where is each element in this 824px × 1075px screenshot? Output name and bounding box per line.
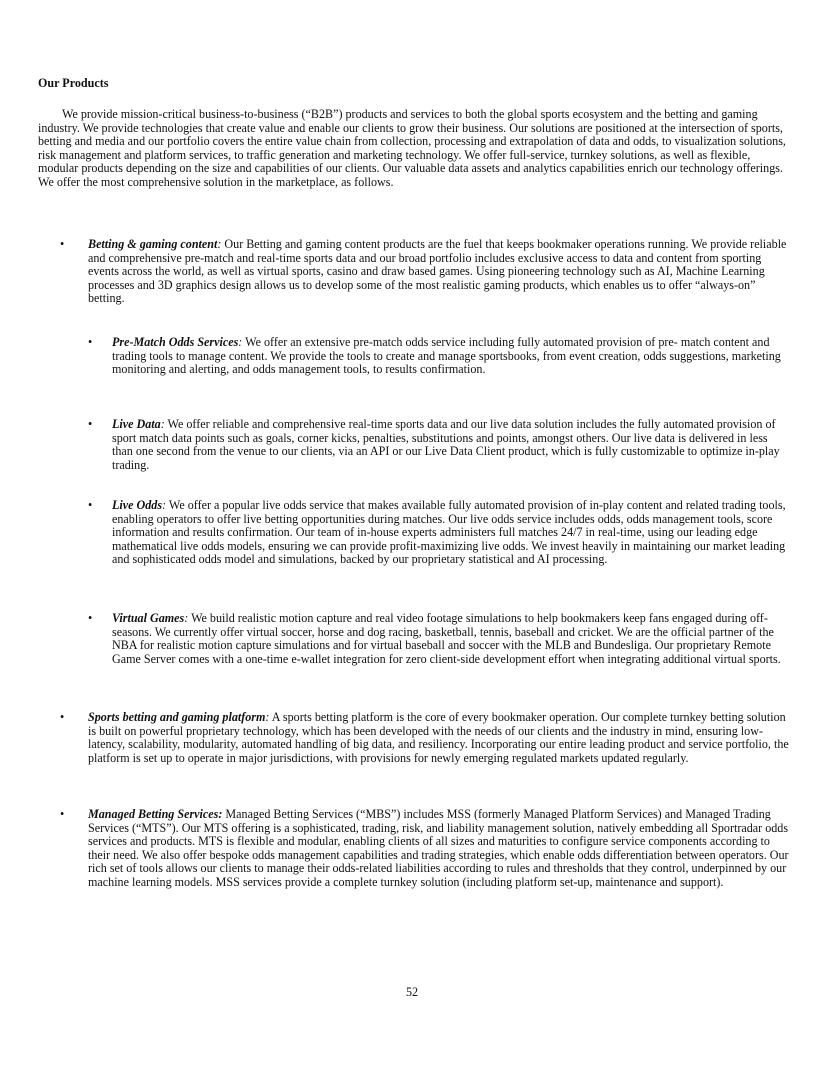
bullet-label: Managed Betting Services: [88,807,223,821]
bullet-live-data: • Live Data: We offer reliable and comprehensive real-time sports data and our live data solution includes the fully automated provision of sport match data points such as goals, corner kicks, penalties, substitutions and points, amongst others. Our live data is delivered in less than one second from the venue to our clients, via an API or our Live Data Client product, which is fully customizable to optimize in-play trading. [88,417,780,472]
bullet-dot: • [88,417,93,431]
bullet-dot: • [60,807,65,821]
bullet-label: Virtual Games [112,611,185,625]
section-heading: Our Products [38,76,109,90]
bullet-text: We offer an extensive pre-match odds service including fully automated provision of pre- match content and trading tools to manage content. We provide the tools to create and manage sportsbooks, from event creation, odds suggestions, marketing monitoring and alerting, and odds management tools, to results confirmation. [112,335,781,377]
bullet-pre-match-odds: • Pre-Match Odds Services: We offer an extensive pre-match odds service including fully automated provision of pre- match content and trading tools to manage content. We provide the tools to create and manage sportsbooks, from event creation, odds suggestions, marketing monitoring and alerting, and odds management tools, to results confirmation. [88,335,781,377]
bullet-dot: • [60,710,65,724]
bullet-label: Sports betting and gaming platform [88,710,266,724]
bullet-text: Our Betting and gaming content products are the fuel that keeps bookmaker operations running. We provide reliable and comprehensive pre-match and real-time sports data and our broad portfolio includes exclusive access to data and content from sporting events across the world, as well as virtual sports, casino and draw based games. Using pioneering technology such as AI, Machine Learning processes and 3D graphics design allows us to develop some of the most realistic gaming products, which enables us to offer “always-on” betting. [88,237,787,306]
bullet-text: A sports betting platform is the core of every bookmaker operation. Our complete turnkey betting solution is built on powerful proprietary technology, which has been developed with the needs of our clients and the industry in mind, ensuring low-latency, scalability, modularity, automated handling of big data, and resiliency. Incorporating our entire leading product and service portfolio, the platform is set up to operate in major jurisdictions, with provisions for newly emerging regulated markets updated regularly. [88,710,789,765]
bullet-text: We offer reliable and comprehensive real-time sports data and our live data solution includes the fully automated provision of sport match data points such as goals, corner kicks, penalties, substitutions and points, amongst others. Our live data is delivered in less than one second from the venue to our clients, via an API or our Live Data Client product, which is fully customizable to optimize in-play trading. [112,417,780,472]
bullet-label: Betting & gaming content [88,237,218,251]
bullet-dot: • [60,237,65,251]
bullet-dot: • [88,611,93,625]
bullet-label: Pre-Match Odds Services [112,335,239,349]
bullet-dot: • [88,498,93,512]
bullet-text: We offer a popular live odds service that makes available fully automated provision of in-play content and related trading tools, enabling operators to offer live betting opportunities during matches. Our live odds service includes odds, odds management tools, score information and results confirmation. Our team of in-house experts administers full matches 24/7 in real-time, using our leading edge mathematical live odds models, ensuring we can provide profit-maximizing live odds. We invest heavily in maintaining our market leading and sophisticated odds model and simulations, backed by our proprietary statistical and AI processing. [112,498,786,567]
bullet-live-odds: • Live Odds: We offer a popular live odds service that makes available fully automated provision of in-play content and related trading tools, enabling operators to offer live betting opportunities during matches. Our live odds service includes odds, odds management tools, score information and results confirmation. Our team of in-house experts administers full matches 24/7 in real-time, using our leading edge mathematical live odds models, ensuring we can provide profit-maximizing live odds. We invest heavily in maintaining our market leading and sophisticated odds model and simulations, backed by our proprietary statistical and AI processing. [88,498,786,567]
bullet-dot: • [88,335,93,349]
bullet-text: Managed Betting Services (“MBS”) includes MSS (formerly Managed Platform Services) and Managed Trading Services (“MTS”). Our MTS offering is a sophisticated, trading, risk, and liability management solution, natively embedding all Sportradar odds services and products. MTS is flexible and modular, enabling clients of all sizes and maturities to configure service components according to their need. We also offer bespoke odds management capabilities and trading strategies, which enable odds differentiation between operators. Our rich set of tools allows our clients to manage their odds-related liabilities according to rules and thresholds that they control, underpinned by our machine learning models. MSS services provide a complete turnkey solution (including platform set-up, maintenance and support). [88,807,789,889]
bullet-text: We build realistic motion capture and real video footage simulations to help bookmakers keep fans engaged during off-seasons. We currently offer virtual soccer, horse and dog racing, basketball, tennis, baseball and cricket. We are the official partner of the NBA for realistic motion capture simulations and for virtual baseball and soccer with the MLB and Bundesliga. Our proprietary Remote Game Server comes with a one-time e-wallet integration for zero client-side development effort when integrating additional virtual sports. [112,611,781,666]
bullet-managed-betting-services [60,808,790,890]
page-number: 52 [405,985,419,999]
bullet-label: Live Odds [112,498,163,512]
bullet-sports-betting-platform: • Sports betting and gaming platform: A sports betting platform is the core of every bookmaker operation. Our complete turnkey betting solution is built on powerful proprietary technology, which has been developed with the needs of our clients and the industry in mind, ensuring low-latency, scalability, modularity, automated handling of big data, and resiliency. Incorporating our entire leading product and service portfolio, the platform is set up to operate in major jurisdictions, with provisions for newly emerging regulated markets updated regularly. [60,710,789,765]
bullet-label: Live Data [112,417,161,431]
intro-paragraph: We provide mission-critical business-to-business (“B2B”) products and services to both the global sports ecosystem and the betting and gaming industry. We provide technologies that create value and enable our clients to grow their business. Our solutions are positioned at the intersection of sports, betting and media and our portfolio covers the entire value chain from collection, processing and extrapolation of data and odds, to visualization solutions, risk management and platform services, to traffic generation and marketing technology. We offer full-service, turnkey solutions, as well as flexible, modular products depending on the size and capabilities of our clients. Our valuable data assets and analytics capabilities enrich our technology offerings. We offer the most comprehensive solution in the marketplace, as follows. [38,107,786,189]
bullet-virtual-games: • Virtual Games: We build realistic motion capture and real video footage simulations to help bookmakers keep fans engaged during off-seasons. We currently offer virtual soccer, horse and dog racing, basketball, tennis, baseball and cricket. We are the official partner of the NBA for realistic motion capture simulations and for virtual baseball and soccer with the MLB and Bundesliga. Our proprietary Remote Game Server comes with a one-time e-wallet integration for zero client-side development effort when integrating additional virtual sports. [88,611,781,666]
bullet-betting-gaming-content: • Betting & gaming content: Our Betting and gaming content products are the fuel that keeps bookmaker operations running. We provide reliable and comprehensive pre-match and real-time sports data and our broad portfolio includes exclusive access to data and content from sporting events across the world, as well as virtual sports, casino and draw based games. Using pioneering technology such as AI, Machine Learning processes and 3D graphics design allows us to develop some of the most realistic gaming products, which enables us to offer “always-on” betting. [60,237,787,306]
